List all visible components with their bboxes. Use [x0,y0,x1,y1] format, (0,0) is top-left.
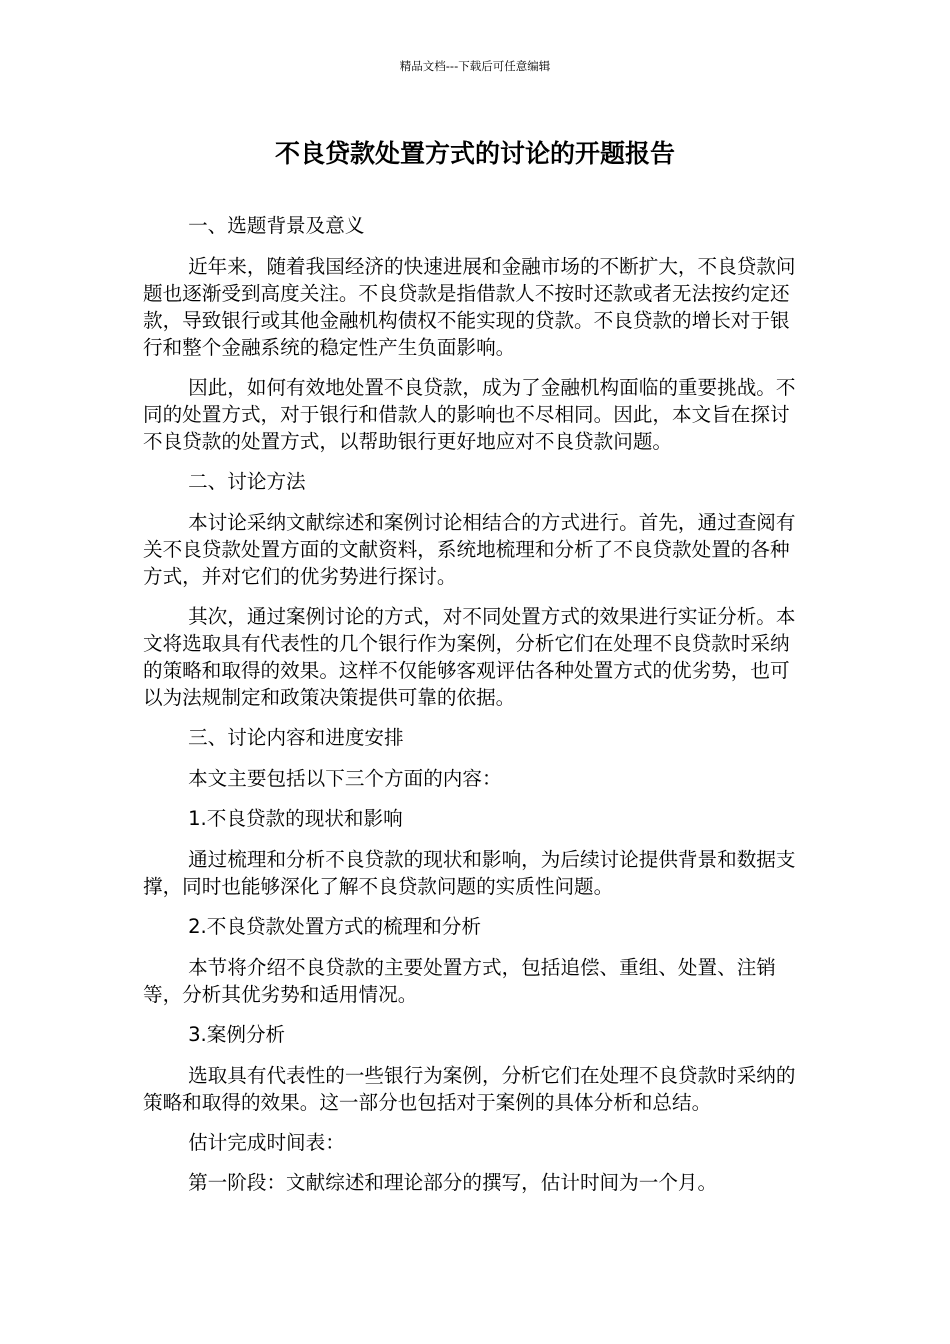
section-heading-method: 二、讨论方法 [188,470,306,493]
section-heading-background: 一、选题背景及意义 [188,214,365,237]
page-header: 精品文档---下载后可任意编辑 [399,59,551,73]
section-heading-content: 三、讨论内容和进度安排 [188,726,404,749]
paragraph-methods: 本节将介绍不良贷款的主要处置方式，包括追偿、重组、处置、注销等，分析其优劣势和适用情况。 [143,956,776,1006]
paragraph-schedule-phase-1: 第一阶段：文献综述和理论部分的撰写，估计时间为一个月。 [188,1171,718,1194]
paragraph-method-2: 其次，通过案例讨论的方式，对不同处置方式的效果进行实证分析。本文将选取具有代表性的几个银行作为案例，分析它们在处理不良贷款时采纳的策略和取得的效果。这样不仅能够客观评估各种处置方式的优劣势，也可以为法规制定和政策决策提供可靠的依据。 [143,605,796,709]
paragraph-content-intro: 本文主要包括以下三个方面的内容： [188,767,502,790]
document-title: 不良贷款处置方式的讨论的开题报告 [274,139,675,168]
paragraph-method-1: 本讨论采纳文献综述和案例讨论相结合的方式进行。首先，通过查阅有关不良贷款处置方面的文献资料，系统地梳理和分析了不良贷款处置的各种方式，并对它们的优劣势进行探讨。 [143,511,796,588]
paragraph-status: 通过梳理和分析不良贷款的现状和影响，为后续讨论提供背景和数据支撑，同时也能够深化了解不良贷款问题的实质性问题。 [143,848,796,898]
paragraph-schedule-label: 估计完成时间表： [188,1131,345,1154]
paragraph-background-1: 近年来，随着我国经济的快速进展和金融市场的不断扩大，不良贷款问题也逐渐受到高度关注。不良贷款是指借款人不按时还款或者无法按约定还款，导致银行或其他金融机构债权不能实现的贷款。不良贷款的增长对于银行和整个金融系统的稳定性产生负面影响。 [143,255,796,359]
subheading-cases: 3.案例分析 [188,1023,286,1046]
paragraph-background-2: 因此，如何有效地处置不良贷款，成为了金融机构面临的重要挑战。不同的处置方式，对于银行和借款人的影响也不尽相同。因此，本文旨在探讨不良贷款的处置方式，以帮助银行更好地应对不良贷款问题。 [143,376,796,453]
paragraph-cases: 选取具有代表性的一些银行为案例，分析它们在处理不良贷款时采纳的策略和取得的效果。这一部分也包括对于案例的具体分析和总结。 [143,1064,796,1114]
subheading-status: 1.不良贷款的现状和影响 [188,807,403,830]
document-body [143,212,807,1209]
subheading-methods: 2.不良贷款处置方式的梳理和分析 [188,915,482,938]
